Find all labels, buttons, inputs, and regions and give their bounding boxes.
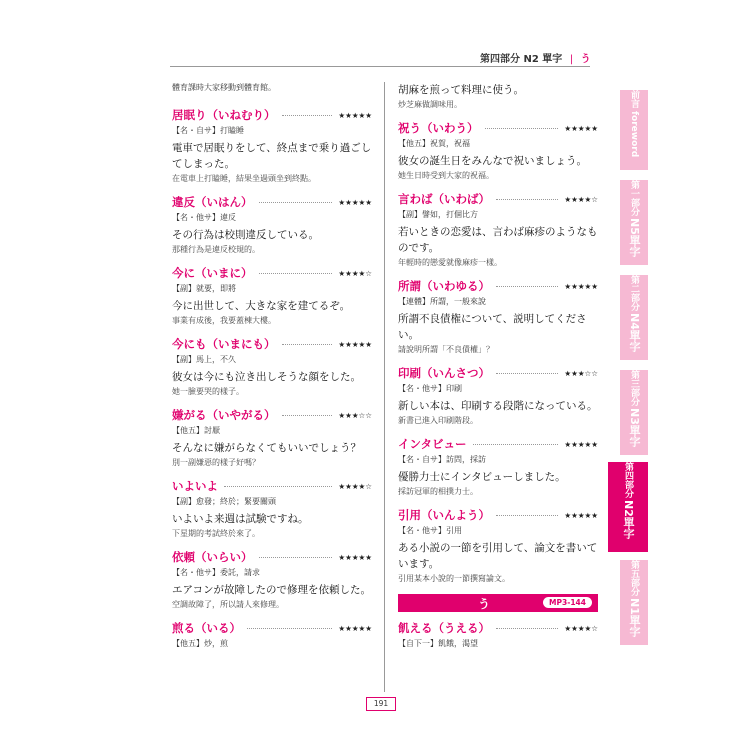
part-of-speech: 【名・自サ】打瞌睡	[172, 126, 244, 135]
header-separator: |	[569, 54, 574, 65]
difficulty-stars: ★★★★☆	[564, 194, 598, 204]
entry-word: 飢える（うえる）	[398, 621, 490, 635]
entry-head	[172, 549, 372, 565]
header-rule	[170, 66, 590, 67]
tab-label: 第一部分	[629, 180, 639, 216]
part-of-speech: 【名・他サ】印刷	[398, 384, 462, 393]
leader-dots	[247, 628, 332, 629]
entry-head	[172, 620, 372, 636]
entry-word: 今にも（いまにも）	[172, 337, 276, 351]
entry-head	[172, 194, 372, 210]
section-kana: う	[478, 597, 491, 611]
leader-dots	[259, 273, 333, 274]
difficulty-stars: ★★★★★	[338, 110, 372, 120]
tab-part-3-n3[interactable]	[620, 370, 648, 455]
part-of-speech: 【連體】所謂，一般來說	[398, 297, 486, 306]
leader-dots	[485, 128, 559, 129]
translation: 引用某本小說的一節撰寫論文。	[398, 574, 510, 583]
leader-dots	[259, 557, 333, 558]
tab-label: 第三部分	[629, 370, 639, 406]
vocab-entry	[398, 191, 598, 268]
tab-part-4-n2[interactable]	[608, 462, 648, 552]
entry-word: いよいよ	[172, 479, 218, 493]
example-sentence: そんなに嫌がらなくてもいいでしょう？	[172, 442, 361, 454]
tab-level: N4單字	[628, 313, 641, 352]
vocab-entry	[398, 507, 598, 584]
translation: 採訪冠軍的相撲力士。	[398, 487, 478, 496]
audio-track-badge[interactable]: MP3-144	[543, 597, 592, 608]
example-sentence: 優勝力士にインタビューしました。	[398, 471, 566, 483]
vocab-entry	[172, 549, 372, 610]
example-sentence: 彼女は今にも泣き出しそうな顔をした。	[172, 371, 361, 383]
leader-dots	[259, 202, 333, 203]
tab-label: 第二部分	[629, 275, 639, 311]
difficulty-stars: ★★★★★	[564, 510, 598, 520]
example-sentence: 胡麻を煎って料理に使う。	[398, 84, 524, 96]
right-column	[398, 82, 598, 659]
vocab-entry	[172, 336, 372, 397]
vocab-entry	[172, 107, 372, 184]
page-header	[480, 50, 591, 65]
left-column	[172, 82, 372, 659]
example-sentence: エアコンが故障したので修理を依頼した。	[172, 584, 371, 596]
leader-dots	[224, 486, 332, 487]
part-of-speech: 【他五】炒，煎	[172, 639, 228, 648]
difficulty-stars: ★★★★★	[338, 552, 372, 562]
entry-word: 今に（いまに）	[172, 266, 253, 280]
leader-dots	[496, 199, 558, 200]
part-of-speech: 【他五】祝賀，祝福	[398, 139, 470, 148]
vocab-entry	[172, 478, 372, 539]
part-of-speech: 【副】就要，即將	[172, 284, 236, 293]
example-sentence: 彼女の誕生日をみんなで祝いましょう。	[398, 155, 587, 167]
vocab-entry	[398, 365, 598, 426]
leader-dots	[282, 415, 333, 416]
example-sentence: 電車で居眠りをして、終点まで乗り過ごしてしまった。	[172, 142, 372, 170]
example-sentence: 新しい本は、印刷する段階になっている。	[398, 400, 598, 412]
entry-head	[398, 191, 598, 207]
header-section: 第四部分	[480, 54, 520, 65]
part-of-speech: 【名・自サ】訪問，採訪	[398, 455, 486, 464]
tab-level: N2單字	[622, 500, 635, 539]
leader-dots	[282, 344, 333, 345]
entry-head	[398, 365, 598, 381]
vocab-entry	[398, 120, 598, 181]
translation: 請說明所謂「不良債權」？	[398, 345, 494, 354]
page-number: 191	[366, 697, 396, 711]
part-of-speech: 【自下一】飢餓，渴望	[398, 639, 478, 648]
entry-word: 印刷（いんさつ）	[398, 366, 490, 380]
difficulty-stars: ★★★★★	[564, 281, 598, 291]
entry-word: インタビュー	[398, 437, 467, 451]
leader-dots	[496, 628, 558, 629]
translation: 年輕時的戀愛就像麻疹一樣。	[398, 258, 502, 267]
tab-part-2-n4[interactable]	[620, 275, 648, 360]
part-of-speech: 【名・他サ】委託，請求	[172, 568, 260, 577]
tab-label: 第四部分	[623, 462, 633, 498]
leader-dots	[282, 115, 333, 116]
translation: 那種行為是違反校規的。	[172, 245, 260, 254]
entry-head	[398, 120, 598, 136]
vocab-entry-continued	[398, 82, 598, 110]
vocab-entry	[398, 278, 598, 355]
translation: 別一副嫌惡的樣子好嗎？	[172, 458, 260, 467]
entry-head	[398, 278, 598, 294]
difficulty-stars: ★★★☆☆	[338, 410, 372, 420]
difficulty-stars: ★★★★★	[338, 197, 372, 207]
part-of-speech: 【副】愈發；終於；緊要關頭	[172, 497, 276, 506]
vocab-entry	[398, 436, 598, 497]
entry-word: 祝う（いわう）	[398, 121, 479, 135]
leader-dots	[496, 515, 558, 516]
vocab-entry	[172, 265, 372, 326]
entry-head	[172, 336, 372, 352]
entry-word: 違反（いはん）	[172, 195, 253, 209]
entry-head	[172, 107, 372, 123]
entry-head	[398, 436, 598, 452]
translation: 在電車上打瞌睡，結果坐過頭坐到終點。	[172, 174, 316, 183]
translation: 她一臉要哭的樣子。	[172, 387, 244, 396]
difficulty-stars: ★★★★★	[564, 439, 598, 449]
translation: 事業有成後，我要蓋棟大樓。	[172, 316, 276, 325]
part-of-speech: 【名・他サ】引用	[398, 526, 462, 535]
vocab-entry	[172, 620, 372, 649]
part-of-speech: 【名・他サ】違反	[172, 213, 236, 222]
example-sentence: 今に出世して、大きな家を建てるぞ。	[172, 300, 351, 312]
header-level: N2 單字	[523, 54, 563, 65]
difficulty-stars: ★★★★☆	[564, 623, 598, 633]
tab-level: N5單字	[628, 218, 641, 257]
part-of-speech: 【他五】討厭	[172, 426, 220, 435]
tab-level: N3單字	[628, 408, 641, 447]
example-sentence: 若いときの恋愛は、言わば麻疹のようなものです。	[398, 226, 598, 254]
example-sentence: ある小説の一節を引用して、論文を書いています。	[398, 542, 598, 570]
vocab-entry	[172, 407, 372, 468]
translation: 她生日時受到大家的祝福。	[398, 171, 494, 180]
example-sentence: 所謂不良債権について、説明してください。	[398, 313, 587, 341]
difficulty-stars: ★★★★☆	[338, 481, 372, 491]
leader-dots	[496, 373, 558, 374]
translation: 炒芝麻做調味用。	[398, 100, 462, 109]
leader-dots	[496, 286, 558, 287]
part-of-speech: 【副】譬如，打個比方	[398, 210, 478, 219]
entry-word: 居眠り（いねむり）	[172, 108, 276, 122]
difficulty-stars: ★★★★☆	[338, 268, 372, 278]
difficulty-stars: ★★★★★	[338, 339, 372, 349]
entry-word: 引用（いんよう）	[398, 508, 490, 522]
translation: 空調故障了，所以請人來修理。	[172, 600, 284, 609]
section-header-bar	[398, 594, 598, 612]
entry-word: 煎る（いる）	[172, 621, 241, 635]
leader-dots	[473, 444, 559, 445]
example-sentence: いよいよ来週は試験ですね。	[172, 513, 309, 525]
entry-word: 依頼（いらい）	[172, 550, 253, 564]
tab-level: N1單字	[628, 598, 641, 637]
entry-word: 所謂（いわゆる）	[398, 279, 490, 293]
entry-word: 嫌がる（いやがる）	[172, 408, 276, 422]
tab-part-5-n1[interactable]	[620, 560, 648, 645]
tab-part-1-n5[interactable]	[620, 180, 648, 265]
entry-word: 言わば（いわば）	[398, 192, 490, 206]
tab-label: 前言 foreword	[629, 90, 639, 158]
header-kana: う	[580, 54, 591, 65]
tab-foreword[interactable]	[620, 90, 648, 170]
intro-text: 體育課時大家移動到體育館。	[172, 83, 276, 92]
translation: 下星期的考試終於來了。	[172, 529, 260, 538]
entry-head	[172, 478, 372, 494]
entry-head	[172, 265, 372, 281]
example-sentence: その行為は校則違反している。	[172, 229, 319, 241]
difficulty-stars: ★★★☆☆	[564, 368, 598, 378]
entry-head	[398, 620, 598, 636]
entry-head	[398, 507, 598, 523]
vocab-entry	[172, 194, 372, 255]
tab-label: 第五部分	[629, 560, 639, 596]
difficulty-stars: ★★★★★	[564, 123, 598, 133]
difficulty-stars: ★★★★★	[338, 623, 372, 633]
part-of-speech: 【副】馬上，不久	[172, 355, 236, 364]
translation: 新書已進入印刷階段。	[398, 416, 478, 425]
column-divider	[384, 82, 385, 692]
entry-head	[172, 407, 372, 423]
vocab-entry	[398, 620, 598, 649]
